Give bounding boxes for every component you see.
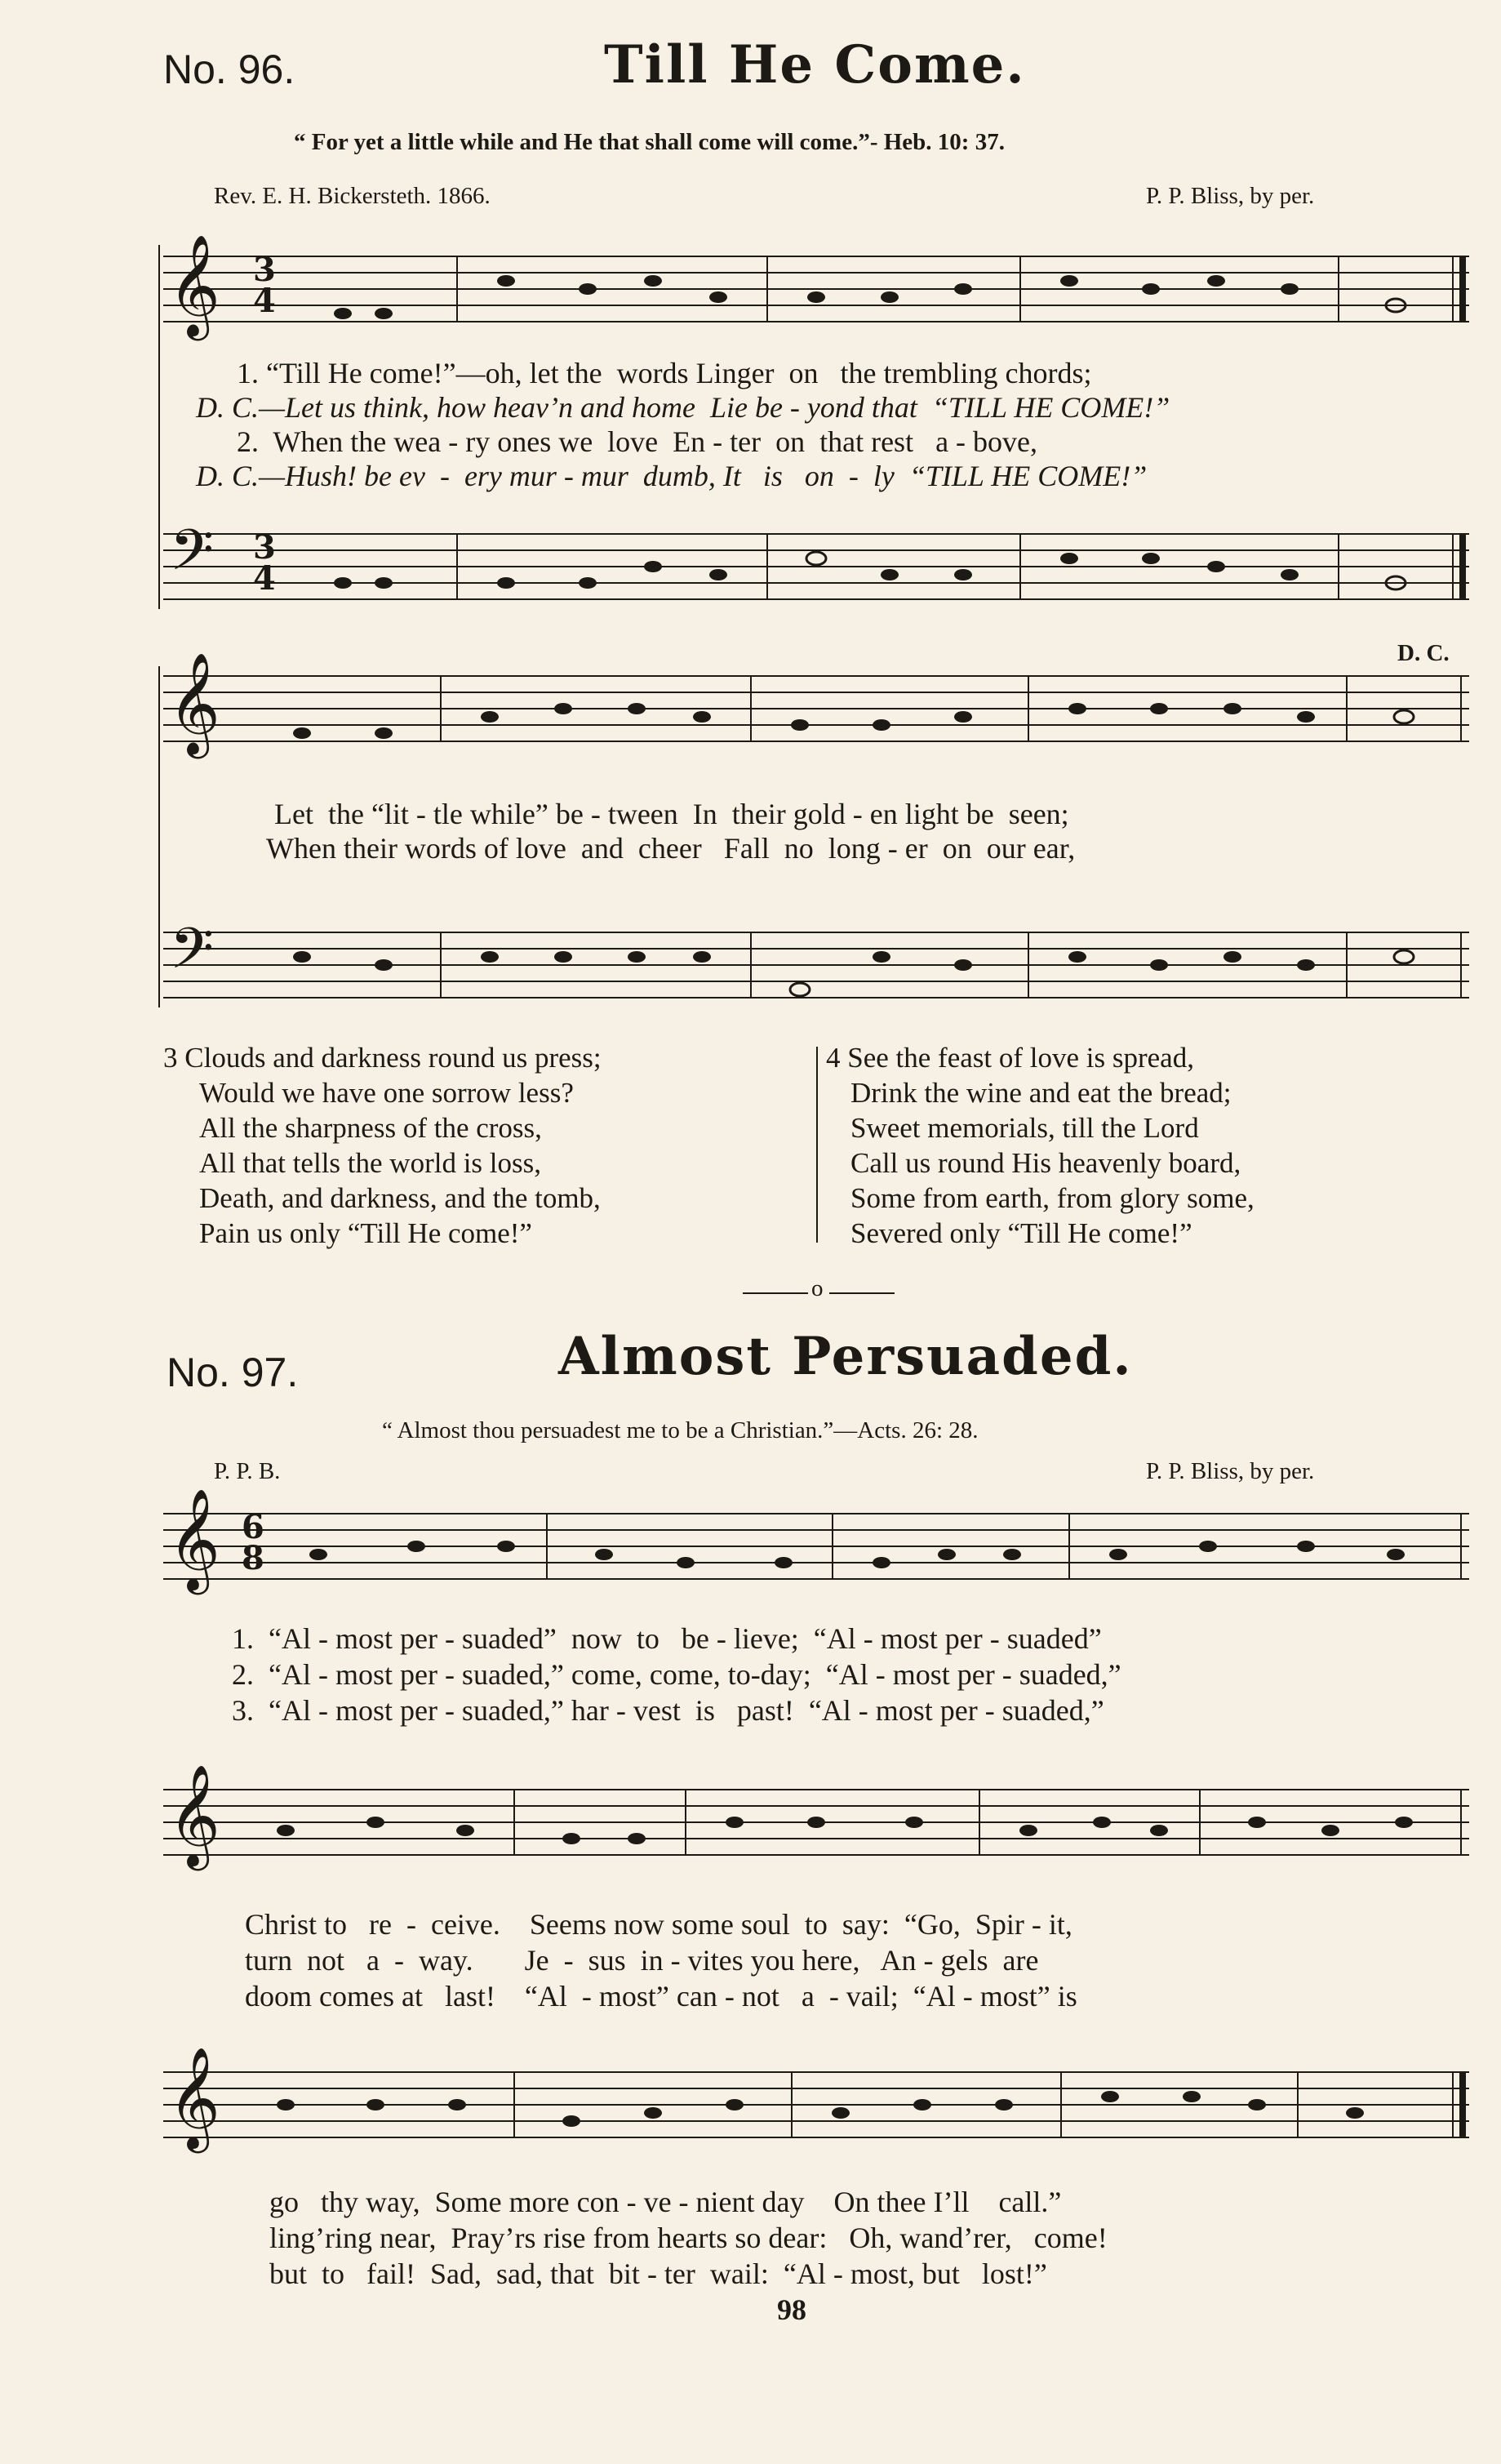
- hymn-96-system2-bass-staff: [163, 926, 1469, 1004]
- hymn-97-lyric-line3-verse3: but to fail! Sad, sad, that bit - ter wail: “Al - most, but lost!”: [269, 2257, 1047, 2290]
- hymn-96-lyric-line2-verse1: Let the “lit - tle while” be - tween In their gold - en light be seen;: [274, 798, 1069, 830]
- time-signature-icon: 6 8: [242, 1508, 264, 1577]
- hymn-96-lyric-line2-verse2: When their words of love and cheer Fall no long - er on our ear,: [266, 832, 1076, 865]
- hymn-97-number: No. 97.: [167, 1350, 299, 1395]
- hymn-97-lyric-line2-verse1: Christ to re - ceive. Seems now some soul to say: “Go, Spir - it,: [245, 1908, 1072, 1941]
- treble-clef-icon: 𝄞: [168, 652, 220, 754]
- hymn-96-epigraph: “ For yet a little while and He that shall come will come.”- Heb. 10: 37.: [294, 129, 1005, 155]
- verse-3-line: Would we have one sorrow less?: [199, 1077, 574, 1109]
- treble-clef-icon: 𝄞: [168, 1488, 220, 1590]
- hymn-97-lyric-line2-verse2: turn not a - way. Je - sus in - vites you here, An - gels are: [245, 1944, 1039, 1977]
- hymn-97-author: P. P. B.: [214, 1458, 281, 1484]
- hymn-96-lyric-line1-dc2: D. C.—Hush! be ev - ery mur - mur dumb, It is on - ly “TILL HE COME!”: [196, 460, 1148, 492]
- page-number: 98: [777, 2293, 806, 2326]
- hymn-96-composer: P. P. Bliss, by per.: [1146, 183, 1315, 209]
- hymn-96-lyric-line1-verse2: 2. When the wea - ry ones we love En - ter on that rest a - bove,: [237, 425, 1038, 458]
- hymn-96-number: No. 96.: [163, 47, 295, 92]
- verse-3-line: Pain us only “Till He come!”: [199, 1217, 532, 1249]
- hymn-96-verse-3: [163, 1040, 602, 1251]
- hymn-97-lyric-line2-verse3: doom comes at last! “Al - most” can - not a - vail; “Al - most” is: [245, 1980, 1077, 2013]
- hymn-96-lyric-line1-verse1: 1. “Till He come!”—oh, let the words Linger on the trembling chords;: [237, 357, 1092, 389]
- hymn-96-system1-bass-staff: [163, 527, 1469, 606]
- bass-clef-icon: 𝄢: [170, 517, 215, 597]
- verse-4-line: Some from earth, from glory some,: [850, 1182, 1255, 1214]
- hymn-96-title: Till He Come.: [604, 34, 1026, 96]
- hymn-96-author: Rev. E. H. Bickersteth. 1866.: [214, 183, 491, 209]
- hymn-97-composer: P. P. Bliss, by per.: [1146, 1458, 1315, 1484]
- bass-clef-icon: 𝄢: [170, 915, 215, 995]
- section-divider-left: [743, 1292, 808, 1294]
- hymn-97-staff-2: [163, 1783, 1469, 1861]
- hymn-97-lyric-line3-verse2: ling’ring near, Pray’rs rise from hearts so dear: Oh, wand’rer, come!: [269, 2222, 1108, 2254]
- verse-4-line: Severed only “Till He come!”: [850, 1217, 1192, 1249]
- verse-3-line: All that tells the world is loss,: [199, 1147, 542, 1179]
- hymn-97-staff-3: [163, 2066, 1469, 2144]
- treble-clef-icon: 𝄞: [168, 1764, 220, 1866]
- verse-3-line: 3 Clouds and darkness round us press;: [163, 1042, 602, 1074]
- time-signature-icon: 3 4: [253, 528, 276, 598]
- verse-column-divider: [816, 1047, 818, 1243]
- treble-clef-icon: 𝄞: [168, 2047, 220, 2149]
- verse-4-line: Sweet memorials, till the Lord: [850, 1112, 1199, 1144]
- hymn-97-epigraph: “ Almost thou persuadest me to be a Christian.”—Acts. 26: 28.: [382, 1417, 979, 1443]
- hymn-96-lyric-line1-dc1: D. C.—Let us think, how heav’n and home Lie be - yond that “TILL HE COME!”: [196, 391, 1170, 424]
- hymn-97-lyric-line1-verse3: 3. “Al - most per - suaded,” har - vest is past! “Al - most per - suaded,”: [232, 1694, 1104, 1727]
- hymn-97-staff-1: [163, 1507, 1469, 1586]
- section-divider-right: [829, 1292, 895, 1294]
- treble-clef-icon: 𝄞: [168, 234, 220, 336]
- verse-3-line: All the sharpness of the cross,: [199, 1112, 542, 1144]
- system-brace-line: [158, 245, 160, 609]
- verse-4-line: Drink the wine and eat the bread;: [850, 1077, 1232, 1109]
- system-brace-line: [158, 666, 160, 1007]
- time-signature-icon: 3 4: [253, 251, 276, 320]
- hymn-97-lyric-line3-verse1: go thy way, Some more con - ve - nient day On thee I’ll call.”: [269, 2186, 1062, 2218]
- hymn-96-system1-treble-staff: [163, 250, 1469, 328]
- verse-3-line: Death, and darkness, and the tomb,: [199, 1182, 601, 1214]
- hymn-97-lyric-line1-verse1: 1. “Al - most per - suaded” now to be - lieve; “Al - most per - suaded”: [232, 1622, 1102, 1655]
- verse-4-line: 4 See the feast of love is spread,: [826, 1042, 1194, 1074]
- hymn-97-title: Almost Persuaded.: [558, 1326, 1133, 1387]
- hymn-96-dc-mark: D. C.: [1397, 640, 1450, 666]
- hymn-96-verse-4: [826, 1040, 1255, 1251]
- section-divider-mark: o: [811, 1275, 824, 1301]
- hymn-97-lyric-line1-verse2: 2. “Al - most per - suaded,” come, come, to-day; “Al - most per - suaded,”: [232, 1658, 1121, 1691]
- verse-4-line: Call us round His heavenly board,: [850, 1147, 1241, 1179]
- hymn-96-system2-treble-staff: [163, 669, 1469, 748]
